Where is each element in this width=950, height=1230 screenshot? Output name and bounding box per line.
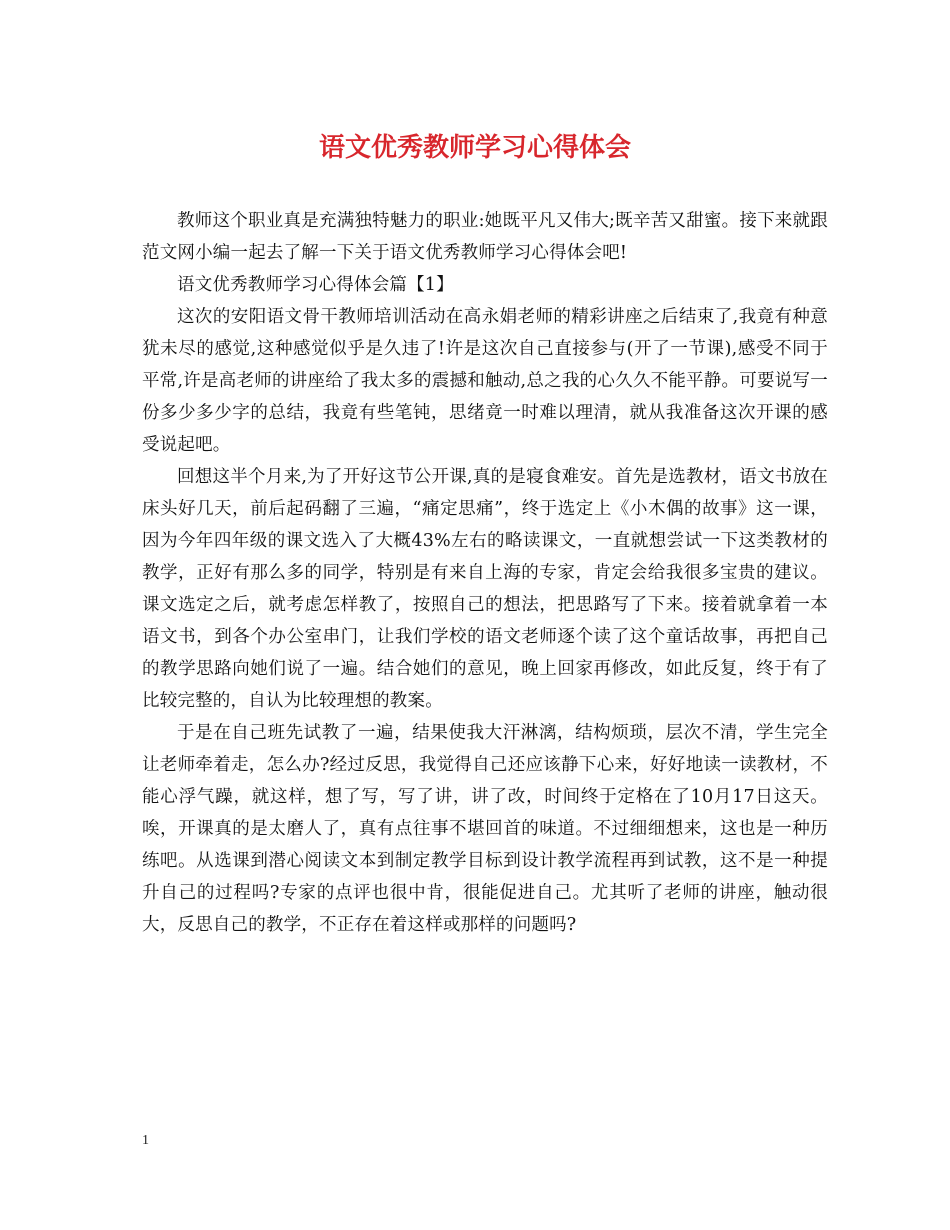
body-paragraph: 这次的安阳语文骨干教师培训活动在高永娟老师的精彩讲座之后结束了,我竟有种意犹未尽的感觉,这种感觉似乎是久违了!许是这次自己直接参与(开了一节课),感受不同于平常,许是高老师的讲座给了我太多的震撼和触动,总之我的心久久不能平静。可要说写一份多少多少字的总结，我竟有些笔钝，思绪竟一时难以理清，就从我准备这次开课的感受说起吧。 — [142, 307, 828, 455]
section-heading: 语文优秀教师学习心得体会篇【1】 — [177, 275, 454, 295]
document-body — [142, 205, 828, 941]
body-paragraph: 于是在自己班先试教了一遍，结果使我大汗淋漓，结构烦琐，层次不清，学生完全让老师牵着走，怎么办?经过反思，我觉得自己还应该静下心来，好好地读一读教材，不能心浮气躁，就这样，想了写，写了讲，讲了改，时间终于定格在了10月17日这天。唉，开课真的是太磨人了，真有点往事不堪回首的味道。不过细细想来，这也是一种历练吧。从选课到潜心阅读文本到制定教学目标到设计教学流程再到试教，这不是一种提升自己的过程吗?专家的点评也很中肯，很能促进自己。尤其听了老师的讲座，触动很大，反思自己的教学，不正存在着这样或那样的问题吗? — [142, 723, 828, 935]
page-number: 1 — [142, 1133, 149, 1148]
document-title: 语文优秀教师学习心得体会 — [318, 133, 631, 163]
body-paragraph: 回想这半个月来,为了开好这节公开课,真的是寝食难安。首先是选教材，语文书放在床头好几天，前后起码翻了三遍，“痛定思痛”，终于选定上《小木偶的故事》这一课，因为今年四年级的课文选入了大概43%左右的略读课文，一直就想尝试一下这类教材的教学，正好有那么多的同学，特别是有来自上海的专家，肯定会给我很多宝贵的建议。课文选定之后，就考虑怎样教了，按照自己的想法，把思路写了下来。接着就拿着一本语文书，到各个办公室串门，让我们学校的语文老师逐个读了这个童话故事，再把自己的教学思路向她们说了一遍。结合她们的意见，晚上回家再修改，如此反复，终于有了比较完整的，自认为比较理想的教案。 — [142, 467, 828, 711]
intro-paragraph: 教师这个职业真是充满独特魅力的职业:她既平凡又伟大;既辛苦又甜蜜。接下来就跟范文网小编一起去了解一下关于语文优秀教师学习心得体会吧! — [142, 211, 828, 263]
